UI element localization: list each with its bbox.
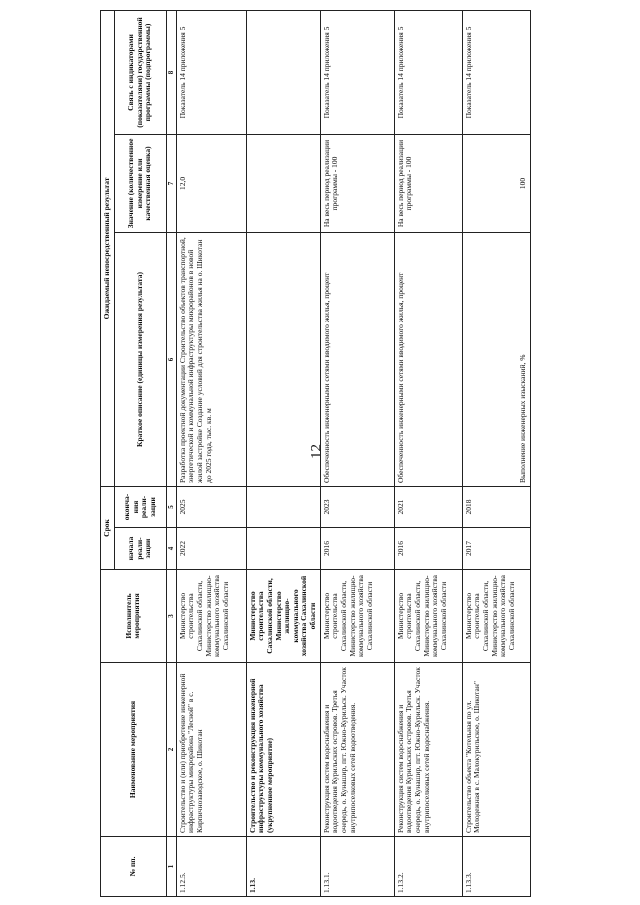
row-exec: Министерство строительства Сахалинской области, Министерство жилищно-коммунального хозяйства Сахалинской области (320, 570, 394, 663)
row-value: 100 (462, 134, 530, 232)
row-name: Строительство и (или) приобретение инженерной инфраструктуры микрорайона "Лесной" в с. Кирпичнозаводское, о. Шикотан (176, 663, 246, 837)
row-desc: Разработка проектной документации Строительство объектов транспортной, энергетической и коммунальной инфраструктуры микрорайонов в новой жилой застройке Создание условий для строительства жилья на о. Шикотан до 2025 года, тыс. кв. м (176, 232, 246, 486)
col-number: 1 (166, 837, 176, 897)
row-end: 2018 (462, 486, 530, 527)
header-value: Значение (количественное измерение или качественная оценка) (114, 134, 166, 232)
row-link (246, 10, 320, 134)
row-start: 2022 (176, 528, 246, 570)
rotated-table-wrapper (100, 11, 527, 897)
col-number: 5 (166, 486, 176, 527)
table-row (394, 10, 462, 896)
col-number: 6 (166, 232, 176, 486)
table-row (320, 10, 394, 896)
table-row (246, 10, 320, 896)
row-end: 2021 (394, 486, 462, 527)
row-value: На весь период реализации программы - 100 (320, 134, 394, 232)
row-num: 1.13. (246, 837, 320, 897)
row-num: 1.12.5. (176, 837, 246, 897)
row-value: На весь период реализации программы - 100 (394, 134, 462, 232)
header-start: начала реали- зации (114, 528, 166, 570)
row-end: 2025 (176, 486, 246, 527)
table-row (462, 10, 530, 896)
header-num: № пп. (101, 837, 167, 897)
header-link: Связь с индикаторами (показателями) государственной программы (подпрограммы) (114, 10, 166, 134)
row-start: 2016 (320, 528, 394, 570)
row-start: 2016 (394, 528, 462, 570)
header-result: Ожидаемый непосредственный результат (101, 10, 115, 486)
row-start (246, 528, 320, 570)
col-number: 8 (166, 10, 176, 134)
col-number: 4 (166, 528, 176, 570)
row-desc: Выполнение инженерных изысканий, % (462, 232, 530, 486)
row-link: Показатель 14 приложения 5 (462, 10, 530, 134)
row-end: 2023 (320, 486, 394, 527)
row-name: Строительство объекта "Котельная по ул. Молодежная в с. Малокурильское, о. Шикотан" (462, 663, 530, 837)
header-desc: Краткое описание (единицы измерения результата) (114, 232, 166, 486)
activities-table (100, 10, 531, 897)
row-name: Реконструкция систем водоснабжения и водоотведения Курильских островов. Третья очередь, о. Кунашир, пгт. Южно-Курильск. Участок внутрипоселковых сетей водоотведения. (320, 663, 394, 837)
row-value (246, 134, 320, 232)
header-exec: Исполнитель мероприятия (101, 570, 167, 663)
row-link: Показатель 14 приложения 5 (394, 10, 462, 134)
row-link: Показатель 14 приложения 5 (320, 10, 394, 134)
row-num: 1.13.3. (462, 837, 530, 897)
row-start: 2017 (462, 528, 530, 570)
col-number: 7 (166, 134, 176, 232)
row-name: Реконструкция систем водоснабжения и водоотведения Курильских островов. Третья очередь, о. Кунашир, пгт. Южно-Курильск. Участок внутрипоселковых сетей водоснабжения. (394, 663, 462, 837)
row-desc: Обеспеченность инженерными сетями вводимого жилья, процент (394, 232, 462, 486)
row-name: Строительство и реконструкция инженерной инфраструктуры коммунального хозяйства (укрупненное мероприятие) (246, 663, 320, 837)
row-exec: Министерство строительства Сахалинской области, Министерство жилищно-коммунального хозяйства Сахалинской области (246, 570, 320, 663)
row-num: 1.13.1. (320, 837, 394, 897)
row-num: 1.13.2. (394, 837, 462, 897)
row-desc (246, 232, 320, 486)
row-desc: Обеспеченность инженерными сетями вводимого жилья, процент (320, 232, 394, 486)
table-row (176, 10, 246, 896)
column-number-row (166, 10, 176, 896)
row-exec: Министерство строительства Сахалинской области, Министерство жилищно-коммунального хозяйства Сахалинской области (462, 570, 530, 663)
row-end (246, 486, 320, 527)
row-exec: Министерство строительства Сахалинской области, Министерство жилищно-коммунального хозяйства Сахалинской области (176, 570, 246, 663)
header-end: оконча- ния реали- зации (114, 486, 166, 527)
row-value: 12,0 (176, 134, 246, 232)
row-exec: Министерство строительства Сахалинской области, Министерство жилищно-коммунального хозяйства Сахалинской области (394, 570, 462, 663)
page-number: 12 (308, 444, 325, 459)
col-number: 3 (166, 570, 176, 663)
row-link: Показатель 14 приложения 5 (176, 10, 246, 134)
col-number: 2 (166, 663, 176, 837)
header-term: Срок (101, 486, 115, 569)
header-name: Наименование мероприятия (101, 663, 167, 837)
